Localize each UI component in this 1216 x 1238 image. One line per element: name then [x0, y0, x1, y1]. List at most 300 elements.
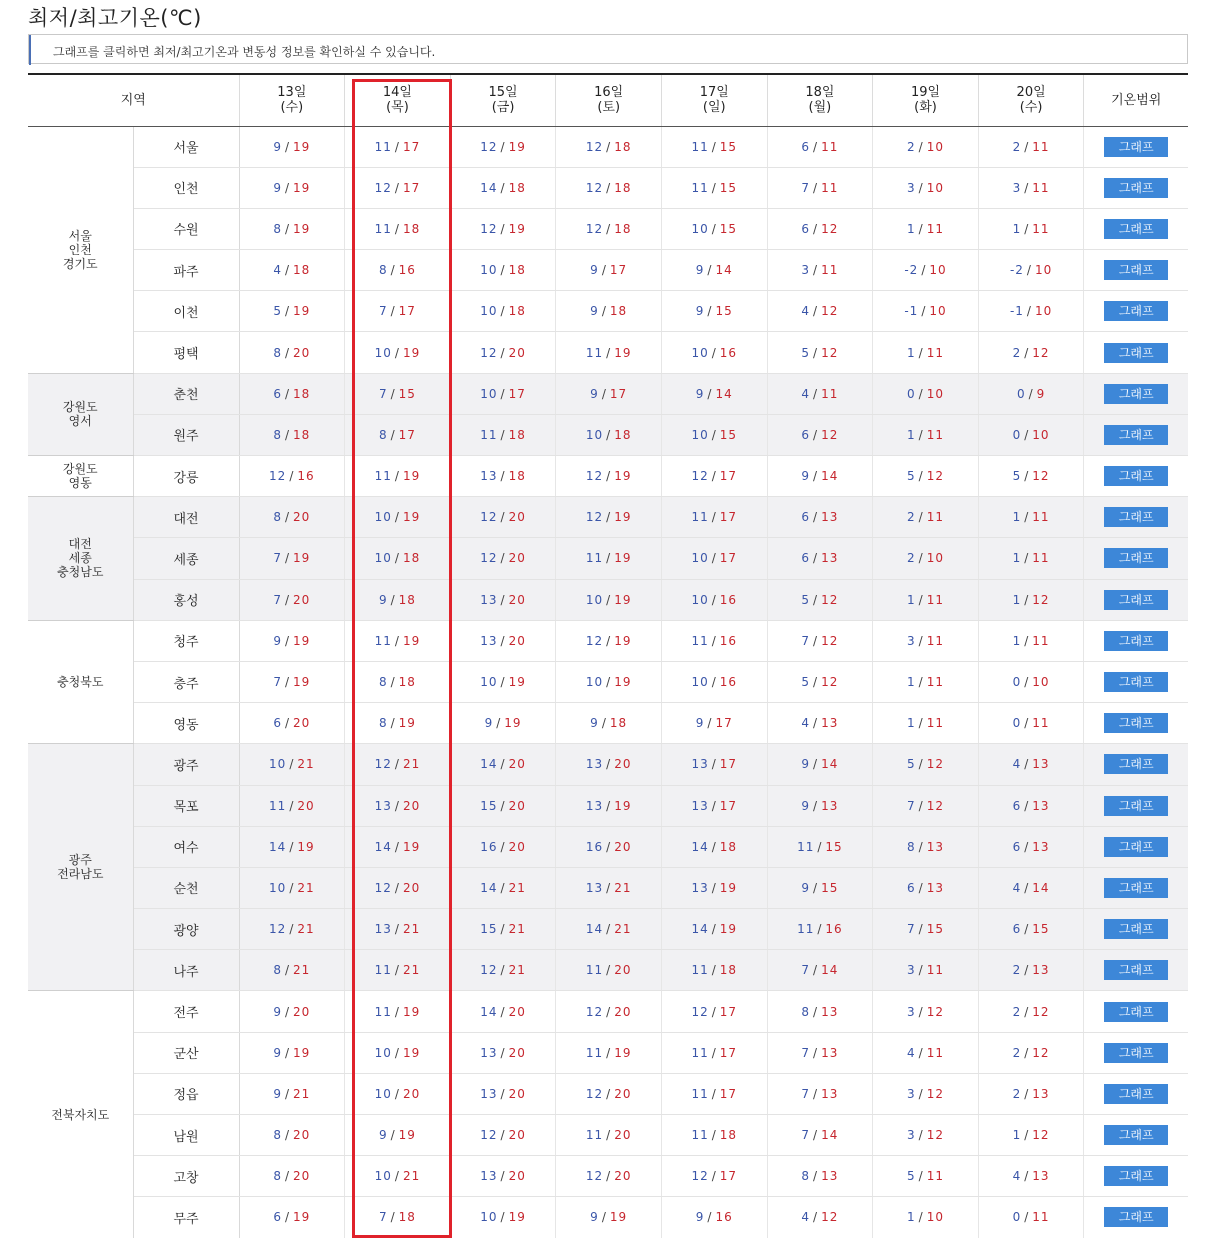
temperature-cell: [556, 826, 662, 867]
max-temperature: 20: [402, 1086, 421, 1101]
max-temperature: 19: [293, 304, 311, 319]
temperature-cell: [873, 1115, 979, 1156]
temperature-cell: [450, 167, 556, 208]
graph-button[interactable]: 그래프: [1104, 1125, 1168, 1145]
temperature-cell: [661, 661, 767, 702]
temperature-cell: [239, 126, 345, 167]
temperature-cell: [873, 1032, 979, 1073]
temperature-cell: [239, 414, 345, 455]
temperature-cell: [978, 1032, 1084, 1073]
min-temperature: 9: [273, 1045, 282, 1060]
max-temperature: 19: [614, 675, 632, 690]
max-temperature: 14: [821, 963, 839, 978]
graph-button[interactable]: 그래프: [1104, 878, 1168, 898]
temperature-separator: /: [500, 345, 506, 360]
min-temperature: 13: [480, 1086, 498, 1101]
graph-button[interactable]: 그래프: [1104, 384, 1168, 404]
temperature-cell: [239, 1156, 345, 1197]
temperature-separator: /: [813, 1128, 819, 1143]
temperature-cell: [450, 414, 556, 455]
min-temperature: 13: [691, 798, 709, 813]
max-temperature: 9: [1036, 386, 1046, 401]
temperature-separator: /: [284, 139, 291, 154]
temperature-cell: [450, 785, 556, 826]
max-temperature: 15: [1032, 922, 1050, 937]
region-cell: [28, 620, 133, 744]
graph-button[interactable]: 그래프: [1104, 631, 1168, 651]
graph-button[interactable]: 그래프: [1104, 796, 1168, 816]
max-temperature: 21: [293, 963, 311, 978]
temperature-cell: [661, 1115, 767, 1156]
min-temperature: 6: [1012, 798, 1022, 813]
temperature-separator: /: [817, 922, 823, 937]
max-temperature: 19: [614, 510, 632, 525]
temperature-separator: /: [284, 510, 291, 525]
max-temperature: 20: [614, 839, 632, 854]
temperature-separator: /: [500, 922, 506, 937]
temperature-separator: /: [394, 757, 400, 772]
max-temperature: 11: [821, 180, 839, 195]
max-temperature: 19: [293, 221, 311, 236]
max-temperature: 12: [926, 469, 944, 484]
min-temperature: 1: [1012, 221, 1022, 236]
temperature-separator: /: [284, 1086, 291, 1101]
header-day-date: 16일: [594, 85, 624, 101]
temperature-separator: /: [918, 139, 924, 154]
temperature-separator: /: [289, 469, 295, 484]
max-temperature: 11: [1032, 510, 1050, 525]
temperature-separator: /: [394, 1169, 400, 1184]
min-temperature: 10: [691, 592, 709, 607]
min-temperature: 9: [378, 1128, 388, 1143]
min-temperature: 7: [378, 386, 388, 401]
min-temperature: 1: [1012, 1128, 1022, 1143]
max-temperature: 18: [293, 386, 311, 401]
temperature-cell: [767, 661, 873, 702]
max-temperature: 20: [614, 1086, 632, 1101]
min-temperature: 6: [801, 221, 811, 236]
min-temperature: 14: [691, 839, 709, 854]
temperature-separator: /: [606, 592, 612, 607]
city-name: 수원: [133, 208, 239, 249]
min-temperature: 10: [480, 386, 498, 401]
min-temperature: 9: [273, 139, 282, 154]
city-name: 남원: [133, 1115, 239, 1156]
temperature-separator: /: [707, 304, 713, 319]
temperature-cell: [873, 909, 979, 950]
graph-cell: [1084, 250, 1188, 291]
min-temperature: 14: [585, 922, 604, 937]
graph-button[interactable]: 그래프: [1104, 919, 1168, 939]
min-temperature: 12: [269, 469, 287, 484]
min-temperature: 12: [691, 469, 709, 484]
graph-button[interactable]: 그래프: [1104, 507, 1168, 527]
temperature-separator: /: [1024, 798, 1030, 813]
min-temperature: 1: [907, 221, 916, 236]
max-temperature: 18: [719, 963, 738, 978]
temperature-cell: [661, 250, 767, 291]
max-temperature: 19: [398, 716, 416, 731]
max-temperature: 10: [929, 263, 947, 278]
graph-button[interactable]: 그래프: [1104, 425, 1168, 445]
temperature-cell: [556, 1156, 662, 1197]
temperature-separator: /: [284, 675, 291, 690]
min-temperature: 1: [907, 716, 916, 731]
max-temperature: 15: [719, 180, 738, 195]
temperature-cell: [978, 826, 1084, 867]
graph-button[interactable]: 그래프: [1104, 960, 1168, 980]
temperature-cell: [661, 167, 767, 208]
temperature-cell: [873, 661, 979, 702]
graph-button[interactable]: 그래프: [1104, 590, 1168, 610]
temperature-separator: /: [918, 963, 924, 978]
temperature-separator: /: [711, 592, 717, 607]
table-row: [28, 1115, 1188, 1156]
header-day-6: [767, 74, 873, 126]
graph-button[interactable]: 그래프: [1104, 837, 1168, 857]
city-name: 광주: [133, 744, 239, 785]
temperature-cell: [978, 867, 1084, 908]
max-temperature: 12: [821, 221, 839, 236]
max-temperature: 18: [508, 427, 526, 442]
min-temperature: 12: [269, 922, 287, 937]
max-temperature: 11: [1032, 551, 1050, 566]
temperature-cell: [978, 456, 1084, 497]
min-temperature: 11: [480, 427, 498, 442]
graph-cell: [1084, 373, 1188, 414]
region-label-line: 경기도: [62, 256, 98, 271]
temperature-cell: [767, 208, 873, 249]
max-temperature: 18: [609, 716, 628, 731]
max-temperature: 20: [293, 1169, 311, 1184]
graph-button[interactable]: 그래프: [1104, 1207, 1168, 1227]
max-temperature: 14: [1032, 880, 1050, 895]
temperature-cell: [450, 291, 556, 332]
temperature-cell: [873, 167, 979, 208]
temperature-cell: [556, 167, 662, 208]
graph-button[interactable]: 그래프: [1104, 1002, 1168, 1022]
temperature-cell: [767, 991, 873, 1032]
temperature-cell: [556, 950, 662, 991]
max-temperature: 13: [926, 880, 944, 895]
min-temperature: 11: [374, 139, 392, 154]
temperature-cell: [661, 1032, 767, 1073]
temperature-separator: /: [1024, 592, 1030, 607]
temperature-separator: /: [711, 839, 717, 854]
min-temperature: 10: [374, 1169, 392, 1184]
temperature-cell: [345, 867, 451, 908]
min-temperature: 7: [273, 675, 282, 690]
max-temperature: 20: [293, 510, 311, 525]
max-temperature: 13: [821, 1004, 839, 1019]
graph-cell: [1084, 950, 1188, 991]
city-name: 서울: [133, 126, 239, 167]
min-temperature: 10: [374, 551, 392, 566]
max-temperature: 15: [398, 386, 416, 401]
min-temperature: 12: [691, 1169, 709, 1184]
graph-button[interactable]: 그래프: [1104, 672, 1168, 692]
graph-cell: [1084, 291, 1188, 332]
header-day-weekday: (토): [597, 100, 621, 116]
max-temperature: 17: [609, 263, 628, 278]
min-temperature: 8: [273, 427, 282, 442]
min-temperature: 11: [374, 633, 392, 648]
temperature-separator: /: [500, 1128, 506, 1143]
temperature-cell: [661, 744, 767, 785]
header-day-date: 19일: [910, 85, 941, 101]
min-temperature: 13: [480, 633, 498, 648]
header-day-7: [873, 74, 979, 126]
temperature-separator: /: [1024, 1086, 1030, 1101]
min-temperature: 14: [480, 880, 498, 895]
temperature-cell: [661, 826, 767, 867]
temperature-cell: [767, 620, 873, 661]
min-temperature: 6: [1012, 839, 1022, 854]
max-temperature: 13: [1032, 757, 1050, 772]
graph-button[interactable]: 그래프: [1104, 219, 1168, 239]
graph-button[interactable]: 그래프: [1104, 178, 1168, 198]
max-temperature: 19: [719, 880, 738, 895]
max-temperature: 18: [398, 1210, 416, 1225]
temperature-cell: [239, 332, 345, 373]
header-day-3: [450, 74, 556, 126]
max-temperature: 20: [508, 757, 526, 772]
temperature-cell: [978, 661, 1084, 702]
header-day-date: 20일: [1016, 85, 1046, 101]
max-temperature: 18: [293, 263, 311, 278]
temperature-separator: /: [918, 427, 924, 442]
temperature-separator: /: [500, 1169, 506, 1184]
temperature-separator: /: [500, 469, 506, 484]
max-temperature: 12: [926, 1004, 944, 1019]
max-temperature: 20: [508, 1169, 526, 1184]
min-temperature: 10: [374, 1045, 392, 1060]
min-temperature: 10: [269, 757, 287, 772]
temperature-cell: [345, 909, 451, 950]
max-temperature: 14: [715, 263, 733, 278]
temperature-cell: [345, 414, 451, 455]
temperature-separator: /: [289, 880, 295, 895]
min-temperature: 14: [480, 1004, 498, 1019]
city-name: 원주: [133, 414, 239, 455]
max-temperature: 10: [1032, 427, 1050, 442]
max-temperature: 14: [821, 757, 839, 772]
temperature-separator: /: [394, 221, 400, 236]
temperature-cell: [556, 497, 662, 538]
max-temperature: 19: [614, 798, 632, 813]
temperature-separator: /: [711, 180, 717, 195]
temperature-separator: /: [711, 1128, 717, 1143]
temperature-cell: [345, 1115, 451, 1156]
max-temperature: 13: [1032, 1169, 1050, 1184]
max-temperature: 19: [297, 839, 315, 854]
max-temperature: 17: [719, 1086, 738, 1101]
header-day-weekday: (월): [808, 100, 832, 116]
temperature-cell: [873, 1073, 979, 1114]
temperature-cell: [767, 538, 873, 579]
table-row: [28, 373, 1188, 414]
temperature-cell: [978, 785, 1084, 826]
city-name: 세종: [133, 538, 239, 579]
table-row: [28, 661, 1188, 702]
max-temperature: 12: [1032, 469, 1050, 484]
temperature-separator: /: [289, 757, 295, 772]
temperature-cell: [978, 538, 1084, 579]
temperature-separator: /: [390, 386, 396, 401]
min-temperature: 10: [480, 263, 498, 278]
temperature-cell: [239, 620, 345, 661]
temperature-cell: [345, 126, 451, 167]
temperature-cell: [345, 661, 451, 702]
temperature-cell: [345, 1073, 451, 1114]
graph-button[interactable]: 그래프: [1104, 713, 1168, 733]
table-row: [28, 456, 1188, 497]
min-temperature: 14: [480, 757, 498, 772]
min-temperature: 8: [273, 1128, 282, 1143]
temperature-cell: [661, 579, 767, 620]
table-row: [28, 744, 1188, 785]
min-temperature: 8: [273, 1169, 282, 1184]
city-name: 나주: [133, 950, 239, 991]
graph-button[interactable]: 그래프: [1104, 137, 1168, 157]
table-header-row: [28, 74, 1188, 126]
city-name: 고창: [133, 1156, 239, 1197]
max-temperature: 19: [614, 551, 632, 566]
max-temperature: 17: [719, 510, 738, 525]
min-temperature: 10: [269, 880, 287, 895]
city-name: 인천: [133, 167, 239, 208]
max-temperature: 11: [1032, 716, 1050, 731]
min-temperature: 11: [691, 963, 709, 978]
temperature-separator: /: [606, 1086, 612, 1101]
max-temperature: 18: [614, 221, 632, 236]
min-temperature: 8: [273, 510, 282, 525]
temperature-cell: [767, 950, 873, 991]
temperature-cell: [450, 1032, 556, 1073]
temperature-separator: /: [813, 386, 819, 401]
graph-cell: [1084, 332, 1188, 373]
city-name: 여수: [133, 826, 239, 867]
graph-cell: [1084, 826, 1188, 867]
max-temperature: 17: [398, 427, 416, 442]
temperature-cell: [450, 991, 556, 1032]
temperature-cell: [767, 1156, 873, 1197]
max-temperature: 19: [293, 139, 311, 154]
temperature-separator: /: [813, 263, 819, 278]
max-temperature: 20: [614, 1169, 632, 1184]
graph-cell: [1084, 414, 1188, 455]
temperature-separator: /: [813, 798, 819, 813]
max-temperature: 20: [508, 839, 526, 854]
temperature-cell: [978, 703, 1084, 744]
graph-button[interactable]: 그래프: [1104, 1084, 1168, 1104]
temperature-cell: [450, 456, 556, 497]
graph-button[interactable]: 그래프: [1104, 1166, 1168, 1186]
temperature-separator: /: [813, 139, 819, 154]
min-temperature: 6: [1012, 922, 1022, 937]
graph-button[interactable]: 그래프: [1104, 466, 1168, 486]
max-temperature: 13: [821, 510, 839, 525]
max-temperature: 20: [508, 1045, 526, 1060]
max-temperature: 12: [821, 592, 839, 607]
graph-button[interactable]: 그래프: [1104, 260, 1168, 280]
temperature-separator: /: [284, 427, 291, 442]
max-temperature: 17: [719, 1045, 738, 1060]
notice-bracket: [29, 35, 33, 65]
min-temperature: 5: [801, 675, 811, 690]
temperature-separator: /: [500, 757, 506, 772]
region-cell: [28, 991, 133, 1238]
graph-button[interactable]: 그래프: [1104, 301, 1168, 321]
max-temperature: 12: [1032, 1128, 1050, 1143]
min-temperature: 12: [374, 880, 392, 895]
min-temperature: 9: [801, 798, 811, 813]
temperature-cell: [767, 456, 873, 497]
temperature-cell: [450, 661, 556, 702]
min-temperature: 11: [585, 963, 604, 978]
city-name: 춘천: [133, 373, 239, 414]
temperature-separator: /: [813, 757, 819, 772]
min-temperature: 12: [480, 139, 498, 154]
graph-button[interactable]: 그래프: [1104, 754, 1168, 774]
min-temperature: 13: [585, 757, 604, 772]
max-temperature: 13: [821, 798, 839, 813]
temperature-cell: [345, 744, 451, 785]
temperature-separator: /: [500, 633, 506, 648]
graph-button[interactable]: 그래프: [1104, 1043, 1168, 1063]
max-temperature: 20: [508, 1004, 526, 1019]
min-temperature: 4: [801, 386, 811, 401]
temperature-separator: /: [813, 592, 819, 607]
min-temperature: 10: [585, 427, 604, 442]
temperature-cell: [450, 909, 556, 950]
temperature-cell: [978, 414, 1084, 455]
table-row: [28, 1073, 1188, 1114]
temperature-separator: /: [284, 963, 291, 978]
header-day-weekday: (금): [491, 100, 515, 116]
max-temperature: 12: [1032, 1045, 1050, 1060]
min-temperature: 0: [1016, 386, 1026, 401]
max-temperature: 20: [614, 1004, 632, 1019]
min-temperature: 7: [273, 551, 282, 566]
temperature-cell: [978, 291, 1084, 332]
max-temperature: 13: [1032, 1086, 1050, 1101]
min-temperature: 7: [801, 1128, 811, 1143]
temperature-cell: [767, 1032, 873, 1073]
graph-button[interactable]: 그래프: [1104, 548, 1168, 568]
max-temperature: 17: [719, 798, 738, 813]
temperature-separator: /: [1024, 1045, 1030, 1060]
max-temperature: 13: [1032, 963, 1050, 978]
temperature-cell: [873, 991, 979, 1032]
graph-button[interactable]: 그래프: [1104, 343, 1168, 363]
graph-cell: [1084, 744, 1188, 785]
temperature-separator: /: [711, 798, 717, 813]
temperature-cell: [556, 1073, 662, 1114]
min-temperature: 11: [269, 798, 287, 813]
temperature-cell: [661, 373, 767, 414]
temperature-separator: /: [1024, 880, 1030, 895]
min-temperature: 13: [691, 757, 709, 772]
temperature-cell: [239, 1197, 345, 1238]
max-temperature: 19: [402, 510, 421, 525]
header-day-5: [661, 74, 767, 126]
temperature-cell: [345, 950, 451, 991]
temperature-cell: [345, 208, 451, 249]
min-temperature: 6: [801, 139, 811, 154]
temperature-cell: [873, 826, 979, 867]
temperature-cell: [873, 703, 979, 744]
